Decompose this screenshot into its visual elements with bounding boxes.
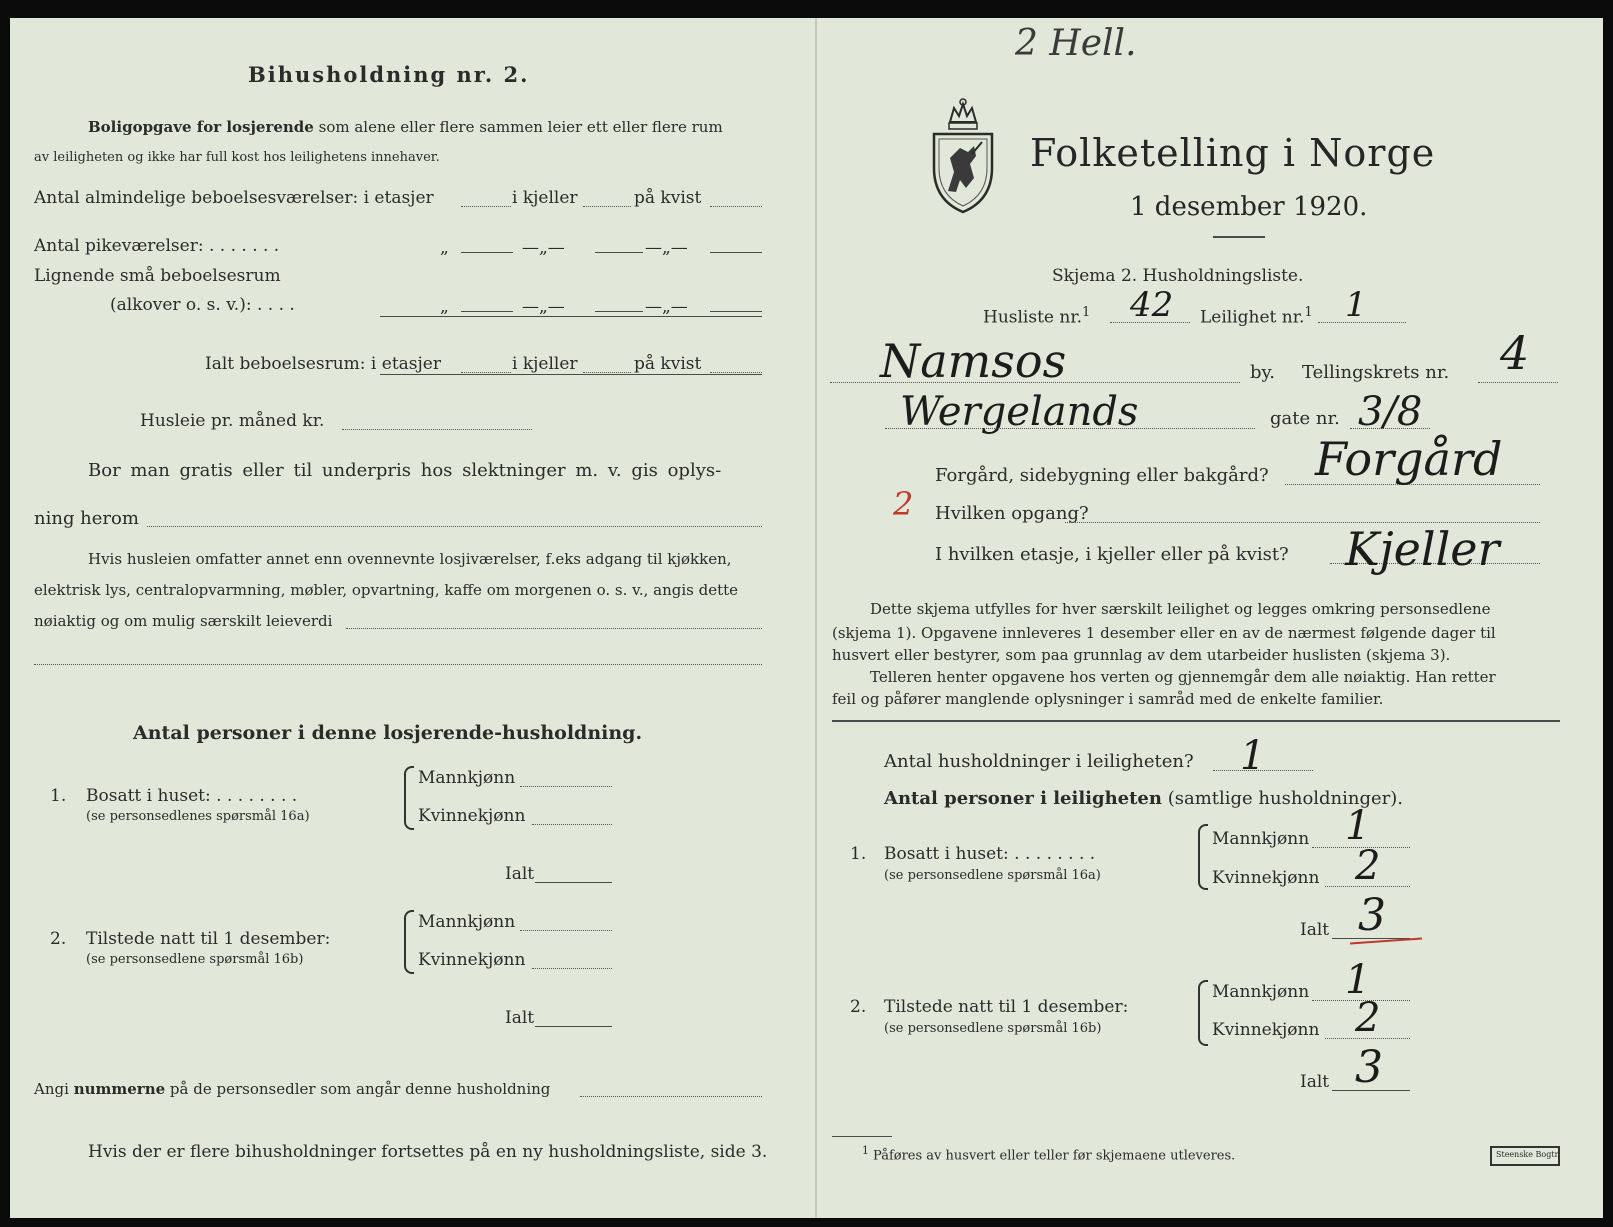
maid-ditto-3: —„— (645, 238, 688, 258)
apartment-value[interactable]: 1 (1345, 285, 1367, 325)
apartment-label-text: Leilighet nr. (1200, 307, 1305, 328)
floor-label: I hvilken etasje, i kjeller eller på kvist? (935, 544, 1289, 565)
left-q1-male-line[interactable] (520, 786, 612, 787)
floor-value[interactable]: Kjeller (1345, 522, 1500, 576)
right-q2-total-label: Ialt (1300, 1072, 1330, 1092)
rooms-label: Antal almindelige beboelsesværelser: i etasjer (34, 188, 434, 208)
left-q2-label: Tilstede natt til 1 desember: (86, 929, 331, 949)
small-line-2[interactable] (595, 311, 643, 312)
left-q2-sub: (se personsedlene spørsmål 16b) (86, 952, 304, 967)
town-label: by. (1250, 362, 1276, 383)
rent-label: Husleie pr. måned kr. (140, 411, 325, 431)
right-q1-total-label: Ialt (1300, 920, 1330, 940)
district-label: Tellingskrets nr. (1302, 362, 1450, 383)
footnote-number: 1 (862, 1144, 869, 1157)
yard-value[interactable]: Forgård (1315, 432, 1503, 486)
right-q1-sub: (se personsedlene spørsmål 16a) (884, 868, 1101, 883)
small-ditto-1: „ (440, 297, 449, 317)
district-line[interactable] (1478, 382, 1558, 383)
total-rooms-underline (380, 374, 762, 375)
right-q1-brace (1198, 824, 1208, 890)
apartment-footnote-mark: 1 (1304, 305, 1313, 320)
form-date: 1 desember 1920. (1130, 192, 1368, 222)
small-ditto-2: —„— (522, 297, 565, 317)
left-footer: Hvis der er flere bihusholdninger fortsettes på en ny husholdningsliste, side 3. (88, 1142, 768, 1162)
footnote-text: Påføres av husvert eller teller før skjemaene utleveres. (873, 1148, 1236, 1164)
right-q2-label: Tilstede natt til 1 desember: (884, 997, 1129, 1017)
right-q1-female-value[interactable]: 2 (1355, 843, 1381, 889)
rooms-cellar-label: i kjeller (512, 188, 578, 208)
street-value[interactable]: Wergelands (900, 389, 1139, 435)
coat-of-arms-icon (930, 96, 996, 216)
small-rooms-label-2: (alkover o. s. v.): . . . . (110, 295, 295, 315)
left-q1-total-line[interactable] (535, 882, 612, 883)
instructions-line-5: feil og påfører manglende oplysninger i samråd med de enkelte familier. (832, 690, 1384, 708)
footnote (862, 1146, 1235, 1162)
right-q2-female-value[interactable]: 2 (1355, 995, 1381, 1041)
left-persons-heading: Antal personer i denne losjerende-husholdning. (133, 722, 643, 744)
numbers-line (34, 1082, 550, 1097)
right-q2-sub: (se personsedlene spørsmål 16b) (884, 1021, 1102, 1036)
right-q2-male-value[interactable]: 1 (1345, 957, 1371, 1003)
intro-bold: Boligopgave for losjerende (88, 118, 314, 136)
instructions-line-1: Dette skjema utfylles for hver særskilt leilighet og legges omkring personsedlene (870, 600, 1491, 618)
rooms-cellar-line[interactable] (583, 206, 631, 207)
right-q2-number: 2. (850, 997, 867, 1017)
left-q1-sub: (se personsedlenes spørsmål 16a) (86, 809, 310, 824)
maid-line-2[interactable] (595, 252, 643, 253)
left-q1-male-label: Mannkjønn (418, 768, 516, 788)
right-q1-number: 1. (850, 844, 867, 864)
total-rooms-label: Ialt beboelsesrum: i etasjer (205, 354, 441, 374)
yard-label: Forgård, sidebygning eller bakgård? (935, 465, 1269, 486)
instructions-line-2: (skjema 1). Opgavene innleveres 1 desember eller en av de nærmest følgende dager til (832, 624, 1496, 642)
total-attic-label: på kvist (634, 354, 702, 374)
right-q2-female-label: Kvinnekjønn (1212, 1020, 1320, 1040)
left-q2-female-label: Kvinnekjønn (418, 950, 526, 970)
intro-line-1 (88, 120, 723, 135)
small-line-1[interactable] (461, 311, 513, 312)
right-persons-bold: Antal personer i leiligheten (884, 788, 1162, 809)
total-floors-line[interactable] (461, 372, 511, 373)
para-line-3: nøiaktig og om mulig særskilt leieverdi (34, 612, 333, 630)
rooms-attic-label: på kvist (634, 188, 702, 208)
right-q2-brace (1198, 980, 1208, 1046)
corner-note: 2 Hell. (1015, 23, 1137, 64)
left-q2-total-line[interactable] (535, 1026, 612, 1027)
house-list-footnote-mark: 1 (1082, 305, 1091, 320)
printer-stamp (1490, 1146, 1560, 1166)
right-q1-total-value[interactable]: 3 (1358, 890, 1386, 941)
footnote-rule (832, 1136, 892, 1137)
households-value[interactable]: 1 (1240, 733, 1266, 779)
right-q1-male-label: Mannkjønn (1212, 829, 1310, 849)
numbers-line-field[interactable] (580, 1096, 762, 1097)
entrance-correction-mark: 2 (893, 485, 914, 523)
maid-ditto-1: „ (440, 238, 449, 258)
right-q1-male-value[interactable]: 1 (1345, 803, 1371, 849)
town-value[interactable]: Namsos (880, 334, 1067, 388)
right-persons-heading (884, 790, 1403, 808)
left-q1-number: 1. (50, 786, 67, 806)
left-q1-female-line[interactable] (532, 824, 612, 825)
left-q1-label: Bosatt i huset: . . . . . . . . (86, 786, 298, 806)
house-list-label (983, 306, 1090, 327)
small-line-3[interactable] (710, 311, 762, 312)
district-value[interactable]: 4 (1500, 326, 1530, 380)
left-heading: Bihusholdning nr. 2. (248, 62, 530, 87)
street-number-value[interactable]: 3/8 (1358, 389, 1423, 435)
right-q2-male-label: Mannkjønn (1212, 982, 1310, 1002)
small-rooms-label-1: Lignende små beboelsesrum (34, 266, 281, 286)
intro-line-2: av leiligheten og ikke har full kost hos leilighetens innehaver. (34, 150, 440, 165)
town-line[interactable] (830, 382, 1240, 383)
numbers-prefix: Angi (34, 1080, 69, 1098)
left-q2-brace (404, 910, 414, 974)
rent-value-line-2[interactable] (34, 664, 762, 665)
left-q1-brace (404, 766, 414, 830)
total-cellar-label: i kjeller (512, 354, 578, 374)
left-q2-male-label: Mannkjønn (418, 912, 516, 932)
rent-value-line[interactable] (346, 628, 762, 629)
small-rooms-sum-rule (380, 316, 762, 317)
numbers-bold: nummerne (73, 1080, 166, 1098)
para-line-2: elektrisk lys, centralopvarmning, møbler, opvartning, kaffe om morgenen o. s. v., angis dette (34, 581, 739, 599)
left-q2-number: 2. (50, 929, 67, 949)
page-fold (815, 18, 817, 1218)
total-cellar-line[interactable] (583, 372, 631, 373)
street-line[interactable] (885, 428, 1255, 429)
rooms-floors-line[interactable] (461, 206, 511, 207)
street-label: gate nr. (1270, 408, 1340, 429)
printer-stamp-text: Steenske Bogtr. (1496, 1150, 1561, 1159)
right-q1-label: Bosatt i huset: . . . . . . . . (884, 844, 1096, 864)
form-title: Folketelling i Norge (1030, 131, 1436, 175)
maid-line-3[interactable] (710, 252, 762, 253)
free-line-1: Bor man gratis eller til underpris hos slektninger m. v. gis oplys- (88, 460, 722, 481)
para-line-1: Hvis husleien omfatter annet enn ovennevnte losjiværelser, f.eks adgang til kjøkken, (88, 550, 732, 568)
right-q1-female-label: Kvinnekjønn (1212, 868, 1320, 888)
intro-line-1-rest: som alene eller flere sammen leier ett eller flere rum (318, 118, 723, 136)
instructions-line-3: husvert eller bestyrer, som paa grunnlag av dem utarbeider huslisten (skjema 3). (832, 646, 1451, 664)
maid-ditto-2: —„— (522, 238, 565, 258)
maid-line-1[interactable] (461, 252, 513, 253)
entrance-label: Hvilken opgang? (935, 503, 1089, 524)
free-line-2: ning herom (34, 508, 139, 529)
left-q2-total-label: Ialt (505, 1008, 535, 1028)
right-persons-rest: (samtlige husholdninger). (1167, 788, 1404, 809)
title-divider (1213, 236, 1265, 238)
numbers-rest: på de personsedler som angår denne husholdning (169, 1080, 551, 1098)
rooms-attic-line[interactable] (710, 206, 762, 207)
house-list-value[interactable]: 42 (1130, 285, 1174, 325)
free-info-line[interactable] (147, 526, 762, 527)
maid-rooms-label: Antal pikeværelser: . . . . . . . (34, 236, 280, 256)
apartment-label (1200, 306, 1313, 327)
left-q2-female-line[interactable] (532, 968, 612, 969)
small-ditto-3: —„— (645, 297, 688, 317)
instructions-line-4: Telleren henter opgavene hos verten og gjennemgår dem alle nøiaktig. Han retter (870, 668, 1496, 686)
instructions-divider (832, 720, 1560, 722)
left-q2-male-line[interactable] (520, 930, 612, 931)
left-q1-female-label: Kvinnekjønn (418, 806, 526, 826)
rent-line[interactable] (342, 429, 532, 430)
house-list-label-text: Husliste nr. (983, 307, 1083, 328)
total-attic-line[interactable] (710, 372, 762, 373)
left-q1-total-label: Ialt (505, 864, 535, 884)
schema-label: Skjema 2. Husholdningsliste. (1052, 266, 1304, 286)
households-label: Antal husholdninger i leiligheten? (884, 751, 1194, 772)
right-q2-total-value[interactable]: 3 (1355, 1042, 1383, 1093)
